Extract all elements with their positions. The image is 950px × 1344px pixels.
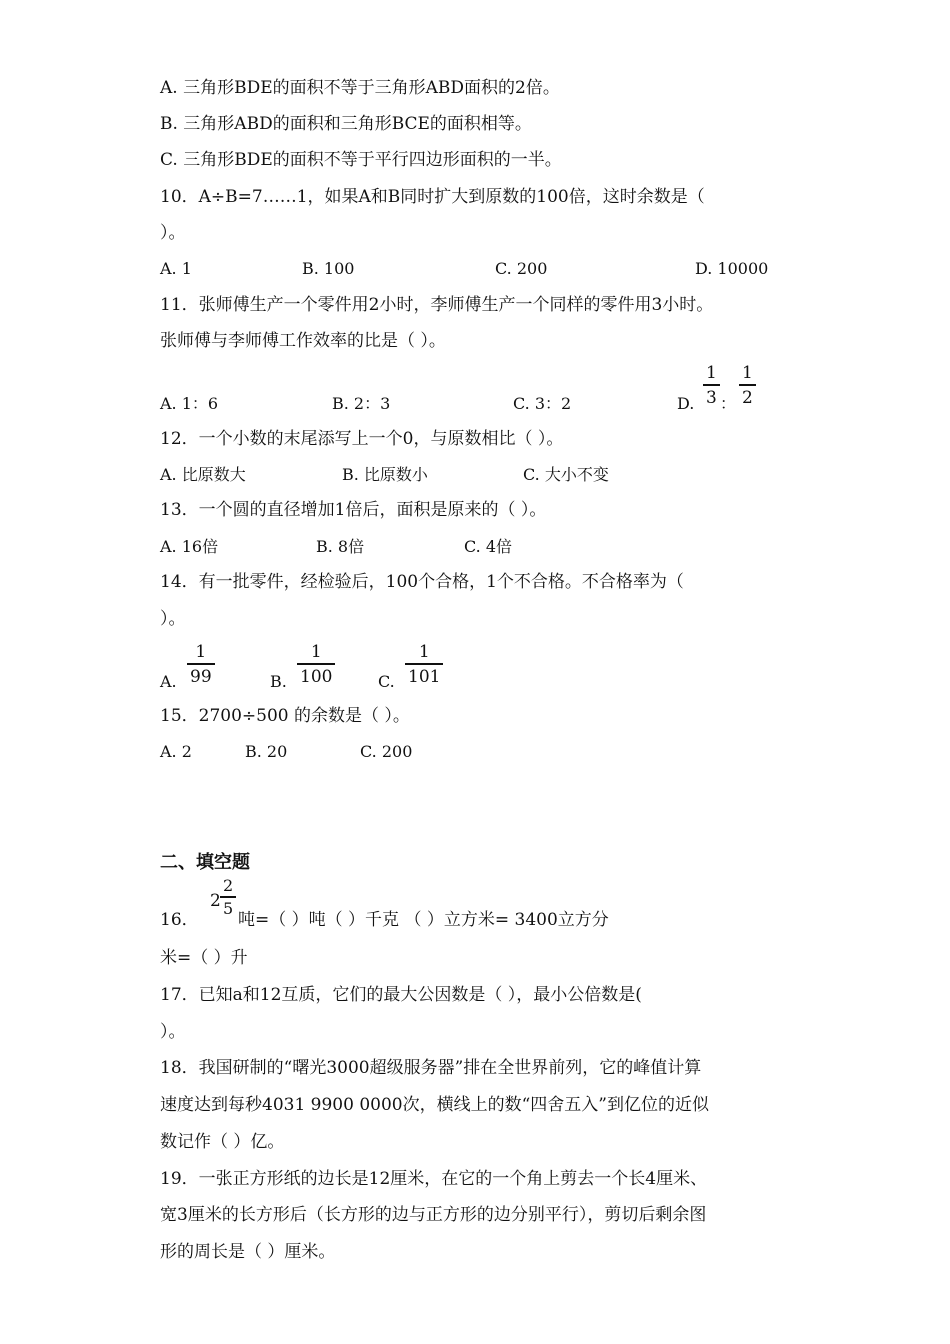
q18-line1: 18．我国研制的“曙光3000超级服务器”排在全世界前列，它的峰值计算: [160, 1058, 702, 1078]
fraction-numerator: 2: [223, 876, 234, 895]
q19-line3: 形的周长是（ ）厘米。: [160, 1242, 336, 1262]
q11-option-d-separator: ：: [720, 394, 737, 413]
q13-stem: 13．一个圆的直径增加1倍后，面积是原来的（ ）。: [160, 500, 547, 520]
q14-option-c-fraction: [405, 643, 443, 686]
fraction-bar: [187, 663, 215, 665]
q14-option-b-label: B.: [270, 672, 287, 691]
q12-option-b: B. 比原数小: [342, 465, 428, 484]
q19-line1: 19．一张正方形纸的边长是12厘米，在它的一个角上剪去一个长4厘米、: [160, 1169, 708, 1189]
q11-option-b: B. 2：3: [332, 394, 391, 413]
q17-line2: ）。: [160, 1022, 186, 1042]
q9-option-b: B. 三角形ABD的面积和三角形BCE的面积相等。: [160, 114, 532, 134]
q14-option-a-label: A.: [160, 672, 177, 691]
q16-number: 16．: [160, 910, 199, 930]
q16-rest-line1: 吨=（ ）吨（ ）千克 （ ）立方米= 3400立方分: [238, 910, 609, 930]
q10-option-a: A. 1: [160, 259, 192, 278]
q11-option-d-label: D.: [677, 394, 695, 413]
q13-option-b: B. 8倍: [316, 537, 365, 556]
section-title-fill-in: 二、填空题: [160, 852, 250, 873]
q9-option-a: A. 三角形BDE的面积不等于三角形ABD面积的2倍。: [160, 78, 560, 98]
q10-option-d: D. 10000: [695, 259, 769, 278]
q12-option-a: A. 比原数大: [160, 465, 246, 484]
fraction-denominator: 101: [408, 667, 441, 687]
q10-stem-line1: 10．A÷B=7……1，如果A和B同时扩大到原数的100倍，这时余数是（: [160, 187, 705, 207]
q14-option-b-fraction: [297, 643, 335, 686]
q14-stem-line1: 14．有一批零件，经检验后，100个合格，1个不合格。不合格率为（: [160, 572, 684, 592]
fraction-bar: [703, 384, 720, 386]
q16-mixed-whole: 2: [210, 891, 221, 911]
q16-mixed-fraction: [220, 878, 236, 917]
q15-option-c: C. 200: [360, 742, 413, 761]
q18-line3: 数记作（ ）亿。: [160, 1132, 285, 1152]
q11-option-a: A. 1：6: [160, 394, 219, 413]
fraction-denominator: 3: [706, 388, 717, 408]
fraction-bar: [220, 896, 236, 898]
q10-option-c: C. 200: [495, 259, 548, 278]
q9-option-c: C. 三角形BDE的面积不等于平行四边形面积的一半。: [160, 150, 562, 170]
q13-option-c: C. 4倍: [464, 537, 513, 556]
q14-option-c-label: C.: [378, 672, 395, 691]
fraction-bar: [739, 384, 756, 386]
q18-line2: 速度达到每秒4031 9900 0000次，横线上的数“四舍五入”到亿位的近似: [160, 1095, 709, 1115]
fraction-numerator: 1: [195, 642, 207, 662]
q15-option-a: A. 2: [160, 742, 192, 761]
q11-stem-line2: 张师傅与李师傅工作效率的比是（ ）。: [160, 331, 446, 351]
q14-option-a-fraction: [187, 643, 215, 686]
fraction-denominator: 5: [223, 899, 234, 918]
q15-stem: 15．2700÷500 的余数是（ ）。: [160, 706, 410, 726]
q11-option-d-fraction-1: [703, 364, 720, 407]
q11-option-c: C. 3：2: [513, 394, 572, 413]
fraction-numerator: 1: [310, 642, 322, 662]
q13-option-a: A. 16倍: [160, 537, 219, 556]
fraction-bar: [297, 663, 335, 665]
q19-line2: 宽3厘米的长方形后（长方形的边与正方形的边分别平行），剪切后剩余图: [160, 1205, 707, 1225]
fraction-denominator: 100: [300, 667, 333, 687]
q15-option-b: B. 20: [245, 742, 288, 761]
q12-stem: 12．一个小数的末尾添写上一个0，与原数相比（ ）。: [160, 429, 564, 449]
q14-stem-line2: ）。: [160, 609, 186, 629]
q17-line1: 17．已知a和12互质，它们的最大公因数是（ ），最小公倍数是(: [160, 985, 642, 1005]
fraction-bar: [405, 663, 443, 665]
q16-line2: 米=（ ）升: [160, 948, 248, 968]
q11-option-d-fraction-2: [739, 364, 756, 407]
q10-option-b: B. 100: [302, 259, 355, 278]
fraction-denominator: 99: [190, 667, 212, 687]
fraction-denominator: 2: [742, 388, 753, 408]
q12-option-c: C. 大小不变: [523, 465, 609, 484]
fraction-numerator: 1: [706, 363, 717, 383]
q10-stem-line2: ）。: [160, 223, 186, 243]
fraction-numerator: 1: [742, 363, 753, 383]
q11-stem-line1: 11．张师傅生产一个零件用2小时，李师傅生产一个同样的零件用3小时。: [160, 295, 714, 315]
fraction-numerator: 1: [418, 642, 430, 662]
